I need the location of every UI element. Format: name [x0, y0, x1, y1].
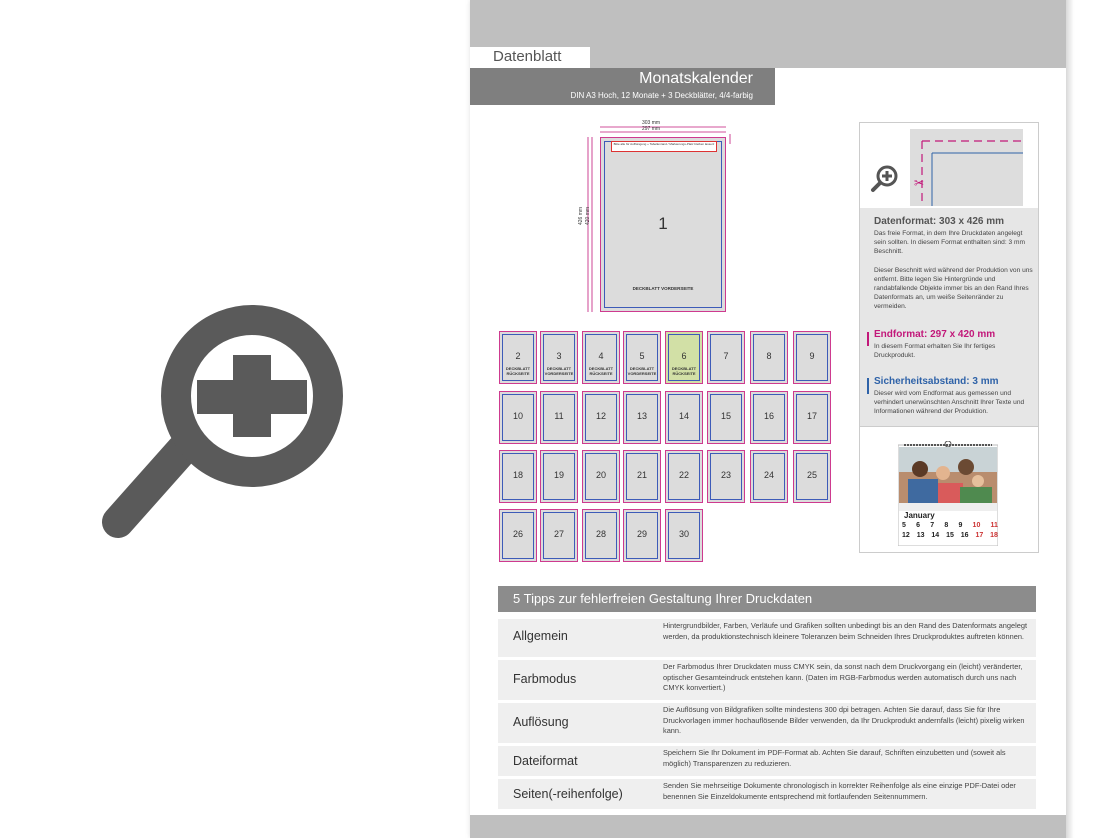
cover-page-number: 1: [658, 214, 668, 233]
page-number: 13: [636, 411, 647, 421]
calendar-page-14: [665, 391, 703, 444]
page-caption: DECKBLATT VORDERSEITE: [627, 366, 657, 376]
calendar-row-2: [902, 532, 998, 539]
calendar-page-16: [750, 391, 788, 444]
cover-width-outer: 303 mm: [642, 120, 661, 126]
calendar-page-10: [499, 391, 537, 444]
tip-key: Allgemein: [513, 629, 568, 643]
safety-marker: [867, 378, 869, 394]
calendar-page-6: [665, 331, 703, 384]
tip-row: [498, 703, 1036, 743]
cover-banner: Bitte alle für Aufhängung + Tabellenrand / Markierungs-Platz bleiben lassen!: [611, 141, 717, 152]
product-subtitle: DIN A3 Hoch, 12 Monate + 3 Deckblätter, 4/4-farbig: [570, 91, 753, 100]
page-number: 14: [678, 411, 689, 421]
datasheet-page: [470, 0, 1066, 838]
cover-caption: DECKBLATT VORDERSEITE: [632, 286, 694, 291]
product-title-bar: [470, 68, 775, 105]
calendar-day: 9: [958, 522, 963, 529]
page-number: 18: [512, 470, 523, 480]
calendar-day: 10: [972, 522, 981, 529]
calendar-page-7: [707, 331, 745, 384]
calendar-day: 16: [960, 532, 969, 539]
tip-text: Die Auflösung von Bildgrafiken sollte mindestens 300 dpi betragen. Achten Sie darauf, dass Sie für Ihre Druckvorlagen immer hochauflösende Bilder verwenden, da Ihr Druckprodukt andernfalls (leicht) pixelig wirken kann.: [663, 705, 1025, 735]
page-number: 7: [723, 351, 729, 361]
calendar-page-2: [499, 331, 537, 384]
calendar-page-21: [623, 450, 661, 503]
tip-text: Der Farbmodus Ihrer Druckdaten muss CMYK sein, da sonst nach dem Druckvorgang ein (leicht) veränderter, optischer Gesamteindruck entstehen kann. (Daten im RGB-Farbmodus werden automatisch durch uns nach CMYK konvertiert.): [663, 662, 1023, 692]
calendar-page-27: [540, 509, 578, 562]
format-info: [860, 208, 1038, 426]
calendar-row-1: [902, 522, 998, 529]
calendar-page-15: [707, 391, 745, 444]
calendar-page-12: [582, 391, 620, 444]
calendar-day: 17: [975, 532, 984, 539]
calendar-page-18: [499, 450, 537, 503]
tip-text: Speichern Sie Ihr Dokument im PDF-Format ab. Achten Sie darauf, Schriften einzubetten und (soweit als möglich) Transparenzen zu reduzieren.: [663, 748, 1006, 768]
calendar-page-24: [750, 450, 788, 503]
calendar-preview: [859, 426, 1039, 553]
page-number: 10: [512, 411, 523, 421]
page-number: 28: [595, 529, 606, 539]
calendar-day: 13: [916, 532, 925, 539]
format-spec-box: [859, 122, 1039, 426]
calendar-day: 11: [990, 522, 998, 529]
page-number: 23: [720, 470, 731, 480]
page-number: 27: [553, 529, 564, 539]
tips-heading: 5 Tipps zur fehlerfreien Gestaltung Ihrer Druckdaten: [513, 591, 813, 606]
page-number: 25: [806, 470, 817, 480]
calendar-page-5: [623, 331, 661, 384]
page-number: 21: [636, 470, 647, 480]
page-caption: DECKBLATT RÜCKSEITE: [671, 366, 697, 376]
tip-key: Farbmodus: [513, 672, 577, 686]
page-number: 2: [515, 351, 521, 361]
page-caption: DECKBLATT VORDERSEITE: [544, 366, 574, 376]
page-number: 8: [766, 351, 772, 361]
tip-text: Senden Sie mehrseitige Dokumente chronologisch in korrekter Reihenfolge als eine einzige PDF-Datei oder benennen Sie Einzeldokumente entsprechend mit fortlaufenden Seitennummern.: [663, 781, 1016, 801]
page-number: 11: [554, 411, 564, 421]
dataformat-text: Das freie Format, in dem Ihre Druckdaten angelegt sein sollten. In diesem Format enthalten sind: 3 mm Beschnitt.: [874, 230, 1025, 255]
calendar-page-26: [499, 509, 537, 562]
page-number: 4: [598, 351, 604, 361]
page-number: 19: [553, 470, 564, 480]
cover-height-outer: 426 mm: [578, 206, 584, 225]
endformat-heading: Endformat: 297 x 420 mm: [874, 329, 996, 340]
page-edge-shadow: [1066, 0, 1074, 838]
tip-row: [498, 619, 1036, 657]
page-number: 24: [763, 470, 774, 480]
tip-row: [498, 779, 1036, 809]
calendar-day: 8: [944, 522, 949, 529]
page-number: 26: [512, 529, 523, 539]
calendar-day: 7: [930, 522, 935, 529]
page-caption: DECKBLATT RÜCKSEITE: [588, 366, 614, 376]
svg-text:✂: ✂: [914, 176, 925, 190]
zoom-in-icon[interactable]: [100, 300, 360, 550]
page-number: 29: [636, 529, 647, 539]
dataformat-heading: Datenformat: 303 x 426 mm: [874, 216, 1005, 227]
datasheet-tab-label: Datenblatt: [493, 48, 562, 65]
calendar-day: 12: [902, 532, 910, 539]
calendar-day: 5: [902, 522, 906, 529]
page-number: 17: [806, 411, 817, 421]
page-number: 3: [556, 351, 562, 361]
page-number: 16: [763, 411, 774, 421]
page-number: 30: [678, 529, 689, 539]
tip-row: [498, 746, 1036, 776]
tip-row: [498, 660, 1036, 700]
endformat-text: In diesem Format erhalten Sie Ihr fertiges Druckprodukt.: [874, 343, 996, 359]
page-number: 5: [639, 351, 645, 361]
cover-width-inner: 297 mm: [642, 126, 661, 132]
page-number: 20: [595, 470, 606, 480]
calendar-day: 15: [946, 532, 954, 539]
page-number: 9: [809, 351, 815, 361]
calendar-page-30: [665, 509, 703, 562]
tip-key: Seiten(-reihenfolge): [513, 787, 623, 801]
footer-band: [470, 815, 1066, 838]
calendar-photo: [898, 441, 998, 546]
page-number: 12: [595, 411, 606, 421]
calendar-month: January: [904, 511, 935, 520]
calendar-page-8: [750, 331, 788, 384]
safety-text: Dieser wird vom Endformat aus gemessen und verhindert unerwünschten Anschnitt Ihrer Texte und Informationen während der Produktion.: [874, 390, 1025, 415]
calendar-day: 14: [931, 532, 940, 539]
dataformat-text-2: Dieser Beschnitt wird während der Produktion von uns entfernt. Bitte legen Sie Hintergründe und randabfallende Objekte immer bis an den Rand Ihres Datenformats an, um weiße Seitenränder zu vermeiden.: [874, 267, 1033, 310]
calendar-day: 18: [990, 532, 998, 539]
calendar-page-17: [793, 391, 831, 444]
calendar-page-28: [582, 509, 620, 562]
tip-text: Hintergrundbilder, Farben, Verläufe und Grafiken sollten unbedingt bis an den Rand des Datenformats angelegt werden, da produktionstechnisch kleinere Toleranzen beim Schneiden Ihres Druckproduktes auftreten können.: [663, 621, 1028, 641]
calendar-page-23: [707, 450, 745, 503]
endformat-marker: [867, 332, 869, 346]
calendar-page-29: [623, 509, 661, 562]
tips-heading-bar: [498, 586, 1036, 612]
calendar-page-20: [582, 450, 620, 503]
page-number: 15: [720, 411, 731, 421]
tip-key: Auflösung: [513, 715, 569, 729]
calendar-page-19: [540, 450, 578, 503]
page-number: 22: [678, 470, 689, 480]
page-grid: [499, 331, 833, 563]
calendar-page-3: [540, 331, 578, 384]
calendar-day: 6: [916, 522, 921, 529]
cover-height-inner: 420 mm: [585, 206, 591, 225]
page-caption: DECKBLATT RÜCKSEITE: [505, 366, 531, 376]
datasheet-tab: [470, 47, 590, 68]
safety-heading: Sicherheitsabstand: 3 mm: [874, 376, 999, 387]
product-title: Monatskalender: [639, 70, 753, 87]
cover-page: [600, 137, 726, 312]
page-number: 6: [681, 351, 687, 361]
calendar-page-9: [793, 331, 831, 384]
bleed-detail-image: [860, 123, 1038, 208]
calendar-page-22: [665, 450, 703, 503]
tip-key: Dateiformat: [513, 754, 578, 768]
calendar-page-13: [623, 391, 661, 444]
calendar-page-4: [582, 331, 620, 384]
calendar-page-25: [793, 450, 831, 503]
calendar-page-11: [540, 391, 578, 444]
